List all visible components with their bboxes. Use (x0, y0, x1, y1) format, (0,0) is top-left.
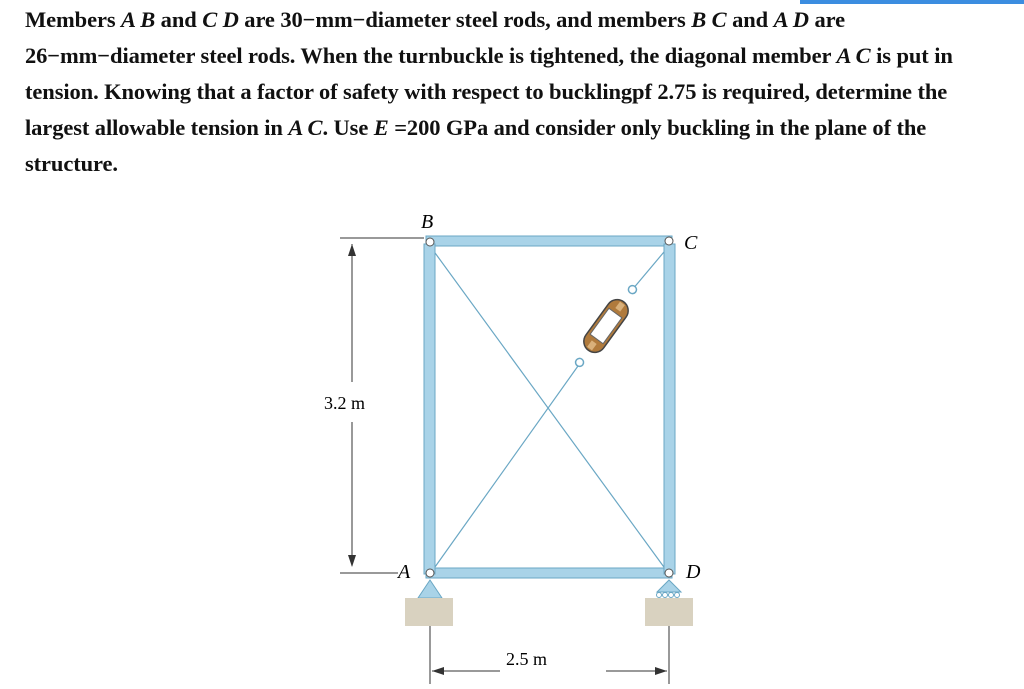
height-dim-label: 3.2 m (324, 393, 366, 413)
diagonal-bd (430, 246, 669, 574)
label-c: C (684, 232, 698, 254)
diagonal-ac-lower (430, 366, 578, 574)
member-ad-label: A D (773, 7, 809, 32)
diagonal-ac-upper (632, 246, 669, 290)
member-ad (426, 568, 672, 578)
member-ab (424, 244, 435, 574)
member-bc-label: B C (691, 7, 727, 32)
width-dimension (430, 626, 669, 684)
problem-text: and (726, 7, 774, 32)
turnbuckle (568, 280, 643, 372)
pin-b (426, 238, 434, 246)
modulus-symbol: E (373, 115, 389, 140)
problem-text: and (155, 7, 203, 32)
problem-text: . Use (322, 115, 374, 140)
member-bc (426, 236, 672, 246)
member-cd (664, 244, 675, 574)
pin-d (665, 569, 673, 577)
problem-text: =200 GPa and consider only buckling in the plane of the structure. (25, 115, 927, 176)
problem-text: are 26−mm−diameter steel rods. When the turnbuckle is tightened, the diagonal member (25, 7, 845, 68)
member-ac-label: A C (288, 115, 323, 140)
problem-text: is put in tension. Knowing that a factor of safety with respect to bucklingpf 2.75 is required, determine the largest allowable tension in (25, 43, 953, 140)
problem-text: are 30−mm−diameter steel rods, and members (238, 7, 692, 32)
member-cd-label: C D (202, 7, 239, 32)
support-right (645, 580, 693, 626)
label-b: B (421, 211, 434, 233)
member-ab-label: A B (121, 7, 156, 32)
width-dim-label: 2.5 m (506, 649, 548, 669)
support-left (405, 580, 453, 626)
label-a: A (398, 561, 411, 583)
pin-c (665, 237, 673, 245)
problem-text: Members (25, 7, 122, 32)
label-d: D (686, 561, 701, 583)
member-ac-label: A C (836, 43, 871, 68)
pin-a (426, 569, 434, 577)
